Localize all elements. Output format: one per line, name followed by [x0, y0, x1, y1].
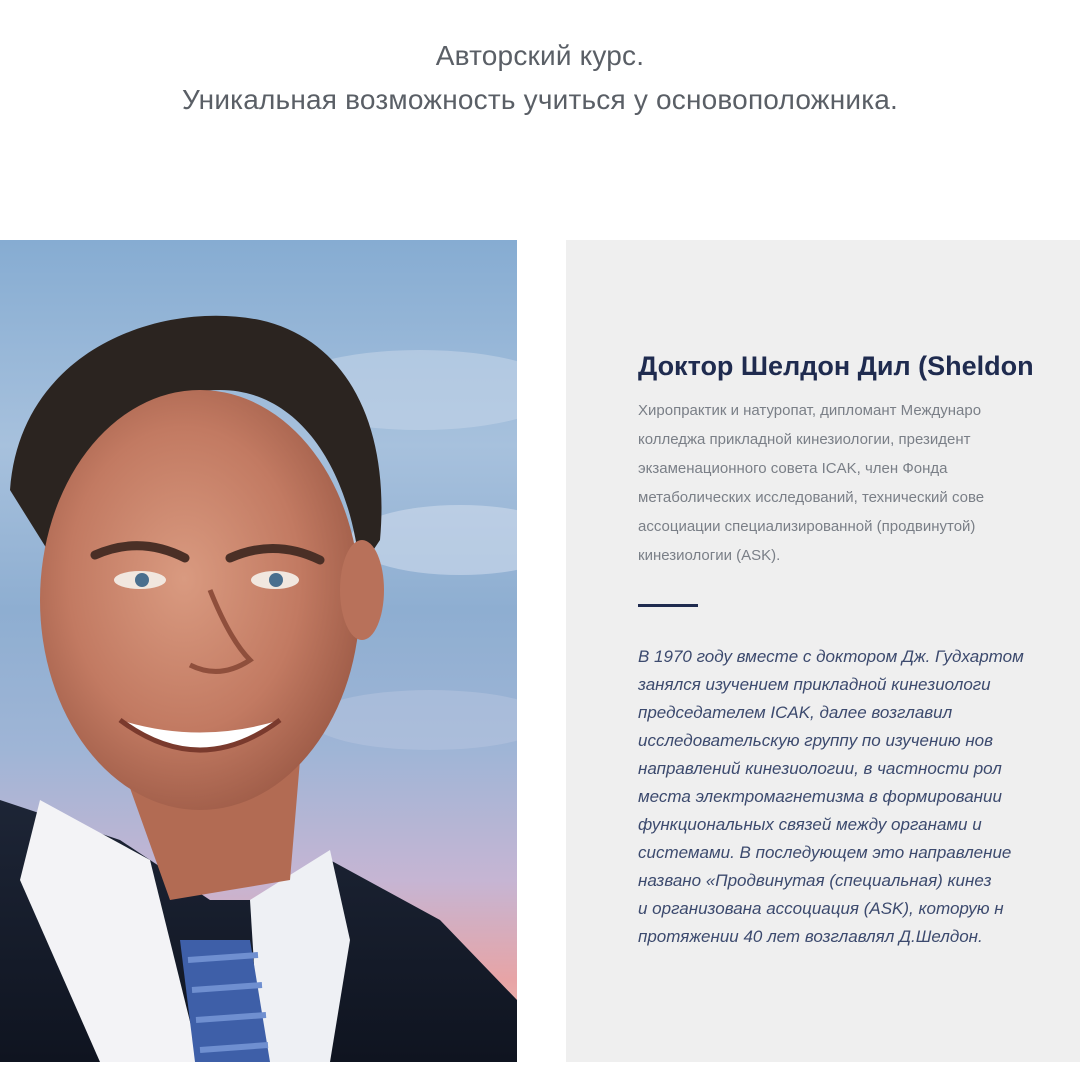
history-line: В 1970 году вместе с доктором Дж. Гудхартом	[638, 647, 1024, 666]
person-name-title: Доктор Шелдон Дил (Sheldon	[638, 351, 1034, 381]
history-line: занялся изучением прикладной кинезиологи	[638, 675, 991, 694]
divider	[638, 604, 698, 607]
bio-line: Хиропрактик и натуропат, дипломант Междунаро	[638, 402, 982, 419]
bio-line: кинезиологии (ASK).	[638, 547, 781, 564]
history-line: направлений кинезиологии, в частности рол	[638, 759, 1002, 778]
history-line: и организована ассоциация (ASK), которую н	[638, 899, 1004, 918]
portrait-photo	[0, 240, 517, 1062]
history-line: места электромагнетизма в формировании	[638, 787, 1002, 806]
bio-line: экзаменационного совета ICAK, член Фонда	[638, 460, 948, 477]
history-line: названо «Продвинутая (специальная) кинез	[638, 871, 992, 890]
bio-line: метаболических исследований, технический сове	[638, 489, 985, 506]
history-line: председателем ICAK, далее возглавил	[638, 703, 953, 722]
history-line: протяжении 40 лет возглавлял Д.Шелдон.	[638, 927, 983, 946]
history-line: функциональных связей между органами и	[638, 815, 982, 834]
bio-line: колледжа прикладной кинезиологии, президент	[638, 431, 971, 448]
bio-line: ассоциации специализированной (продвинутой)	[638, 518, 976, 535]
bio-summary	[638, 396, 1080, 570]
section-heading	[0, 34, 1080, 122]
history-text	[638, 643, 1080, 951]
bio-card	[566, 240, 1080, 1062]
heading-line-2: Уникальная возможность учиться у основоположника.	[181, 84, 899, 115]
heading-line-1: Авторский курс.	[435, 40, 645, 71]
portrait-illustration	[0, 240, 517, 1062]
history-line: системами. В последующем это направление	[638, 843, 1012, 862]
history-line: исследовательскую группу по изучению нов	[638, 731, 994, 750]
